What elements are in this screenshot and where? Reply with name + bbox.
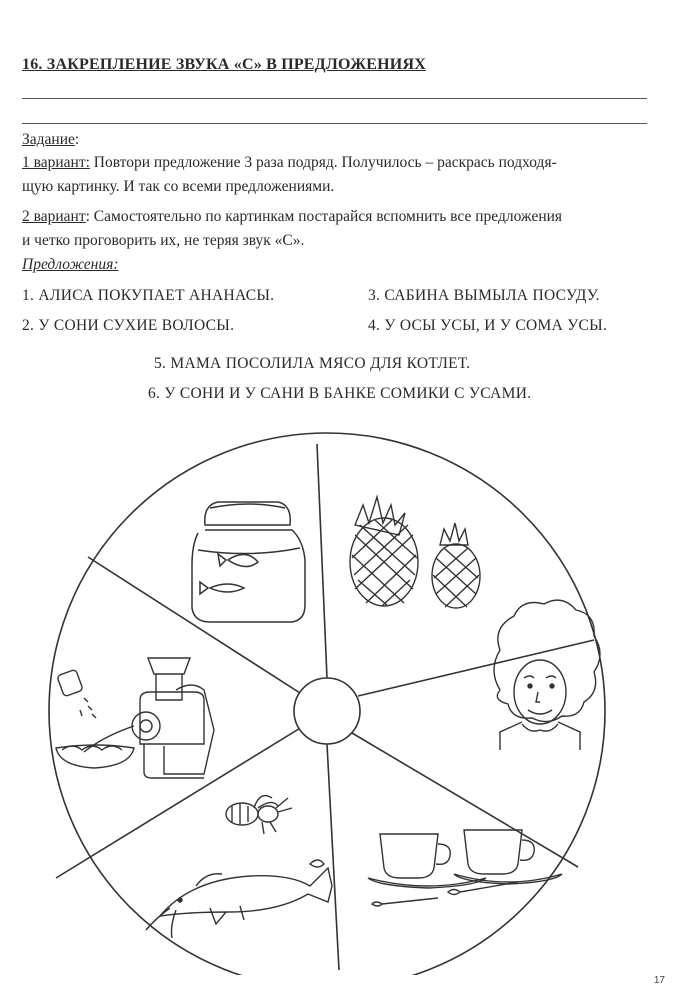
sentence-1: 1. АЛИСА ПОКУПАЕТ АНАНАСЫ. <box>22 287 275 304</box>
variant-1-line-2: щую картинку. И так со всеми предложениями. <box>22 178 335 195</box>
divider-top <box>317 444 327 678</box>
variant-2-label: 2 вариант <box>22 208 86 225</box>
divider-left-upper <box>88 557 300 693</box>
variant-2-line-1: 2 вариант: Самостоятельно по картинкам постарайся вспомнить все предложения <box>22 208 563 225</box>
variant-2-line-2: и четко проговорить их, не теряя звук «С». <box>22 232 305 249</box>
divider-right-upper <box>358 640 594 696</box>
answer-line-2 <box>22 123 647 124</box>
sentence-4: 4. У ОСЫ УСЫ, И У СОМА УСЫ. <box>368 317 608 334</box>
meat-grinder-salt-icon <box>56 658 214 778</box>
sentence-2: 2. У СОНИ СУХИЕ ВОЛОСЫ. <box>22 317 235 334</box>
sentence-6: 6. У СОНИ И У САНИ В БАНКЕ СОМИКИ С УСАМИ. <box>148 385 532 402</box>
sentence-5: 5. МАМА ПОСОЛИЛА МЯСО ДЛЯ КОТЛЕТ. <box>154 355 471 372</box>
page-title: 16. ЗАКРЕПЛЕНИЕ ЗВУКА «С» В ПРЕДЛОЖЕНИЯХ <box>22 56 426 73</box>
wasp-and-catfish-icon <box>146 796 332 938</box>
fish-jar-icon <box>192 502 305 622</box>
girl-curly-hair-icon <box>494 600 600 750</box>
sentences-heading: Предложения: <box>22 256 119 273</box>
cups-and-spoons-icon <box>368 830 562 906</box>
divider-bottom <box>327 744 339 970</box>
page-number: 17 <box>653 975 665 986</box>
variant-1-label: 1 вариант: <box>22 154 90 171</box>
divider-right-lower <box>352 733 578 867</box>
task-heading: Задание: <box>22 131 80 148</box>
wheel-center-circle <box>294 678 360 744</box>
picture-wheel <box>0 430 687 975</box>
pineapples-icon <box>350 497 480 608</box>
answer-line-1 <box>22 98 647 99</box>
variant-1-line-1: 1 вариант: Повтори предложение 3 раза подряд. Получилось – раскрась подходя- <box>22 154 557 171</box>
sentence-3: 3. САБИНА ВЫМЫЛА ПОСУДУ. <box>368 287 600 304</box>
divider-left-lower <box>56 727 302 878</box>
